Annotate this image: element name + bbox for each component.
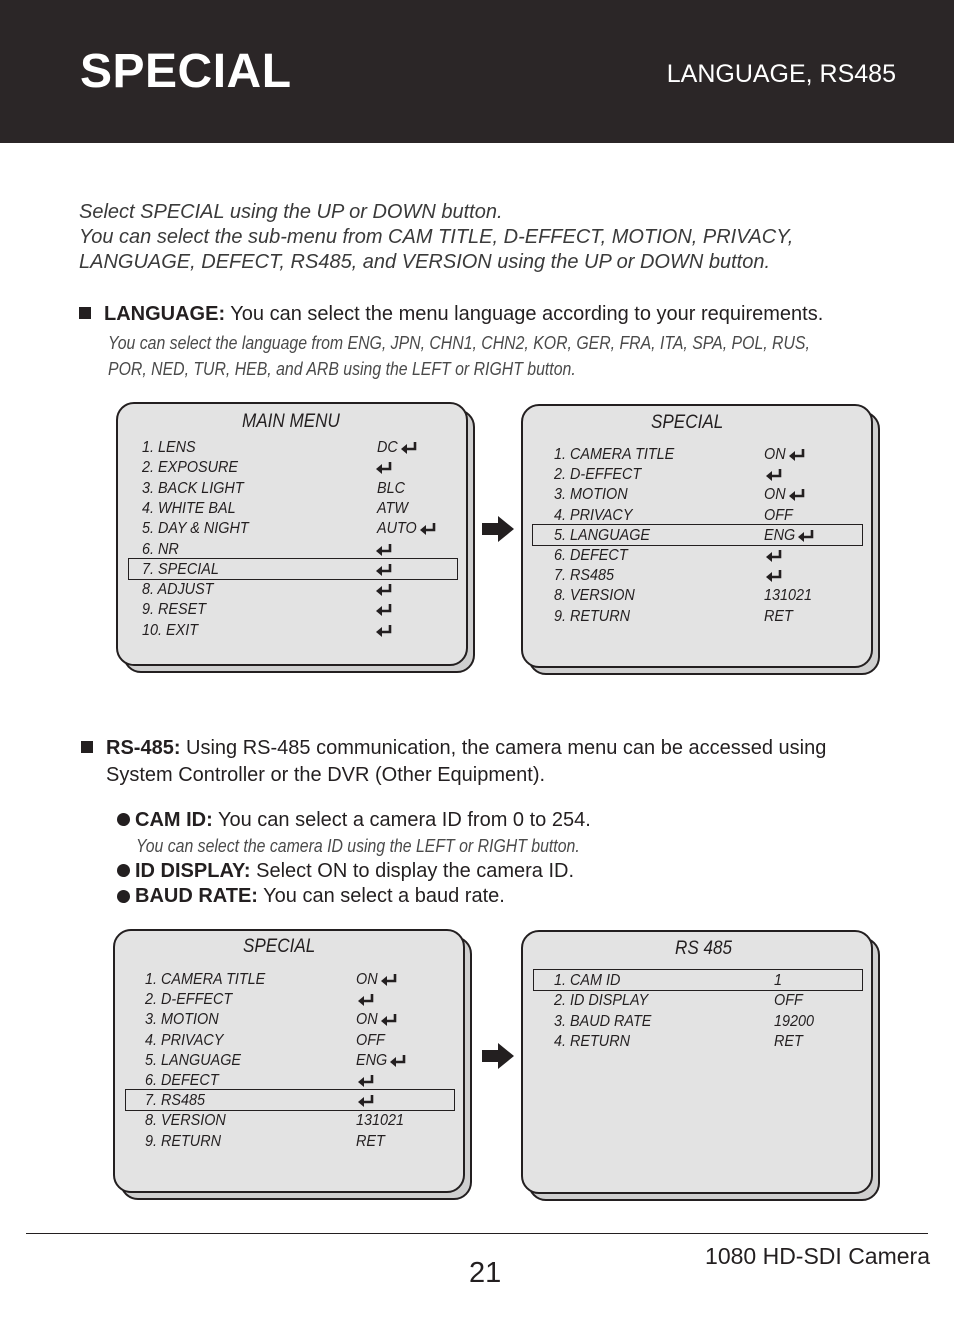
menu-item-label: 3. MOTION xyxy=(554,486,628,504)
square-bullet-icon xyxy=(81,741,93,753)
menu-item-label: 2. EXPOSURE xyxy=(142,459,239,477)
menu-item-label: 2. D-EFFECT xyxy=(554,466,642,484)
menu-item-label: 7. RS485 xyxy=(145,1092,206,1110)
intro-line: You can select the sub-menu from CAM TITLE, D-EFFECT, MOTION, PRIVACY, xyxy=(79,226,794,248)
enter-icon xyxy=(376,563,393,576)
enter-icon xyxy=(381,973,398,986)
language-text: You can select the menu language according to your requirements. xyxy=(225,303,824,325)
cam-id-text: You can select a camera ID from 0 to 254. xyxy=(212,809,591,831)
menu-item-value: RET xyxy=(356,1132,385,1150)
id-display-label: ID DISPLAY: xyxy=(135,860,251,882)
menu-item-label: 8. VERSION xyxy=(554,587,635,605)
enter-icon xyxy=(358,1094,375,1107)
page-title: SPECIAL xyxy=(80,45,292,98)
arrow-right-icon xyxy=(482,516,514,542)
enter-icon xyxy=(376,603,393,616)
cam-id-note: You can select the camera ID using the LEFT or RIGHT button. xyxy=(136,836,580,856)
menu-item-label: 4. WHITE BAL xyxy=(142,499,236,517)
rs485-heading xyxy=(106,735,826,762)
rs485-text-line2: System Controller or the DVR (Other Equipment). xyxy=(106,764,546,786)
square-bullet-icon xyxy=(79,307,91,319)
menu-item-label: 2. ID DISPLAY xyxy=(554,992,649,1010)
enter-icon xyxy=(766,569,783,582)
rs485-text: Using RS-485 communication, the camera menu can be accessed using xyxy=(180,737,827,759)
menu-item-value: ON xyxy=(764,486,786,504)
menu-item-label: 6. NR xyxy=(142,540,179,558)
menu-item-value: RET xyxy=(774,1032,803,1050)
menu-title: SPECIAL xyxy=(651,412,724,433)
bullet-dot-icon xyxy=(117,813,130,826)
menu-item-value: 19200 xyxy=(774,1012,815,1030)
menu-item-label: 7. SPECIAL xyxy=(142,560,219,578)
menu-item-label: 8. VERSION xyxy=(145,1112,226,1130)
menu-title: MAIN MENU xyxy=(242,411,340,432)
page-subtitle: LANGUAGE, RS485 xyxy=(666,60,896,88)
enter-icon xyxy=(789,448,806,461)
id-display-text: Select ON to display the camera ID. xyxy=(250,860,575,882)
baud-rate-label: BAUD RATE: xyxy=(135,885,258,907)
menu-item-label: 8. ADJUST xyxy=(142,581,214,599)
enter-icon xyxy=(390,1054,407,1067)
menu-item-value: OFF xyxy=(356,1031,385,1049)
product-name: 1080 HD-SDI Camera xyxy=(705,1243,930,1269)
menu-item-label: 6. DEFECT xyxy=(145,1072,219,1089)
intro-text xyxy=(79,200,899,275)
menu-item-label: 3. MOTION xyxy=(145,1011,219,1029)
menu-item-value: ATW xyxy=(377,499,408,517)
menu-title: SPECIAL xyxy=(243,936,316,957)
menu-item-value: 131021 xyxy=(356,1112,405,1130)
enter-icon xyxy=(420,522,437,535)
footer-divider xyxy=(26,1233,928,1234)
page-number: 21 xyxy=(469,1257,502,1289)
menu-item-value: 1 xyxy=(774,972,783,989)
menu-item-label: 5. LANGUAGE xyxy=(145,1051,242,1069)
menu-item-label: 4. PRIVACY xyxy=(554,506,633,524)
enter-icon xyxy=(376,624,393,637)
special-menu-screen xyxy=(521,404,873,668)
id-display-item xyxy=(135,860,574,883)
menu-item-value: ENG xyxy=(356,1051,388,1069)
cam-id-label: CAM ID: xyxy=(135,809,213,831)
special-menu-screen xyxy=(113,929,465,1193)
menu-title: RS 485 xyxy=(675,938,733,959)
page-header xyxy=(0,0,954,143)
menu-item-value: ENG xyxy=(764,526,796,544)
menu-item-label: 4. RETURN xyxy=(554,1032,631,1050)
enter-icon xyxy=(376,583,393,596)
bullet-dot-icon xyxy=(117,890,130,903)
menu-item-value: OFF xyxy=(774,992,803,1010)
cam-id-item xyxy=(135,809,591,832)
menu-item-value: ON xyxy=(764,446,786,463)
rs485-label: RS-485: xyxy=(106,737,181,759)
menu-item-label: 10. EXIT xyxy=(142,621,199,639)
language-heading xyxy=(104,301,823,328)
bullet-dot-icon xyxy=(117,864,130,877)
language-label: LANGUAGE: xyxy=(104,303,226,325)
enter-icon xyxy=(358,993,375,1006)
menu-item-label: 3. BACK LIGHT xyxy=(142,479,244,497)
enter-icon xyxy=(798,529,815,542)
menu-item-label: 9. RETURN xyxy=(145,1132,222,1150)
enter-icon xyxy=(789,488,806,501)
intro-line: LANGUAGE, DEFECT, RS485, and VERSION using the UP or DOWN button. xyxy=(79,251,771,273)
intro-line: Select SPECIAL using the UP or DOWN button. xyxy=(79,201,503,223)
enter-icon xyxy=(401,441,418,454)
menu-item-value: 131021 xyxy=(764,587,813,605)
menu-item-label: 1. LENS xyxy=(142,439,196,456)
menu-item-value: ON xyxy=(356,1011,378,1029)
enter-icon xyxy=(766,468,783,481)
menu-item-label: 9. RETURN xyxy=(554,607,631,625)
menu-item-label: 7. RS485 xyxy=(554,567,615,585)
menu-item-label: 4. PRIVACY xyxy=(145,1031,224,1049)
rs485-menu-screen xyxy=(521,930,873,1194)
menu-item-label: 6. DEFECT xyxy=(554,547,628,564)
menu-item-label: 1. CAM ID xyxy=(554,972,621,989)
enter-icon xyxy=(358,1074,375,1087)
language-note-line: You can select the language from ENG, JPN, CHN1, CHN2, KOR, GER, FRA, ITA, SPA, POL, RUS, xyxy=(108,333,810,353)
menu-item-label: 5. LANGUAGE xyxy=(554,526,651,544)
enter-icon xyxy=(766,549,783,562)
menu-item-label: 2. D-EFFECT xyxy=(145,991,233,1009)
menu-item-label: 1. CAMERA TITLE xyxy=(145,971,266,988)
menu-item-label: 1. CAMERA TITLE xyxy=(554,446,675,463)
enter-icon xyxy=(376,461,393,474)
menu-item-label: 5. DAY & NIGHT xyxy=(142,520,249,538)
enter-icon xyxy=(376,543,393,556)
baud-rate-item xyxy=(135,885,505,908)
language-note-line: POR, NED, TUR, HEB, and ARB using the LEFT or RIGHT button. xyxy=(108,359,576,379)
enter-icon xyxy=(381,1013,398,1026)
menu-item-value: AUTO xyxy=(377,520,417,538)
main-menu-screen xyxy=(116,402,468,666)
arrow-right-icon xyxy=(482,1043,514,1069)
menu-item-value: OFF xyxy=(764,506,793,524)
menu-item-value: BLC xyxy=(377,479,406,497)
menu-item-label: 3. BAUD RATE xyxy=(554,1012,652,1030)
menu-item-value: RET xyxy=(764,607,793,625)
menu-item-value: ON xyxy=(356,971,378,988)
menu-item-value: DC xyxy=(377,439,398,456)
menu-item-label: 9. RESET xyxy=(142,601,207,619)
baud-rate-text: You can select a baud rate. xyxy=(257,885,505,907)
